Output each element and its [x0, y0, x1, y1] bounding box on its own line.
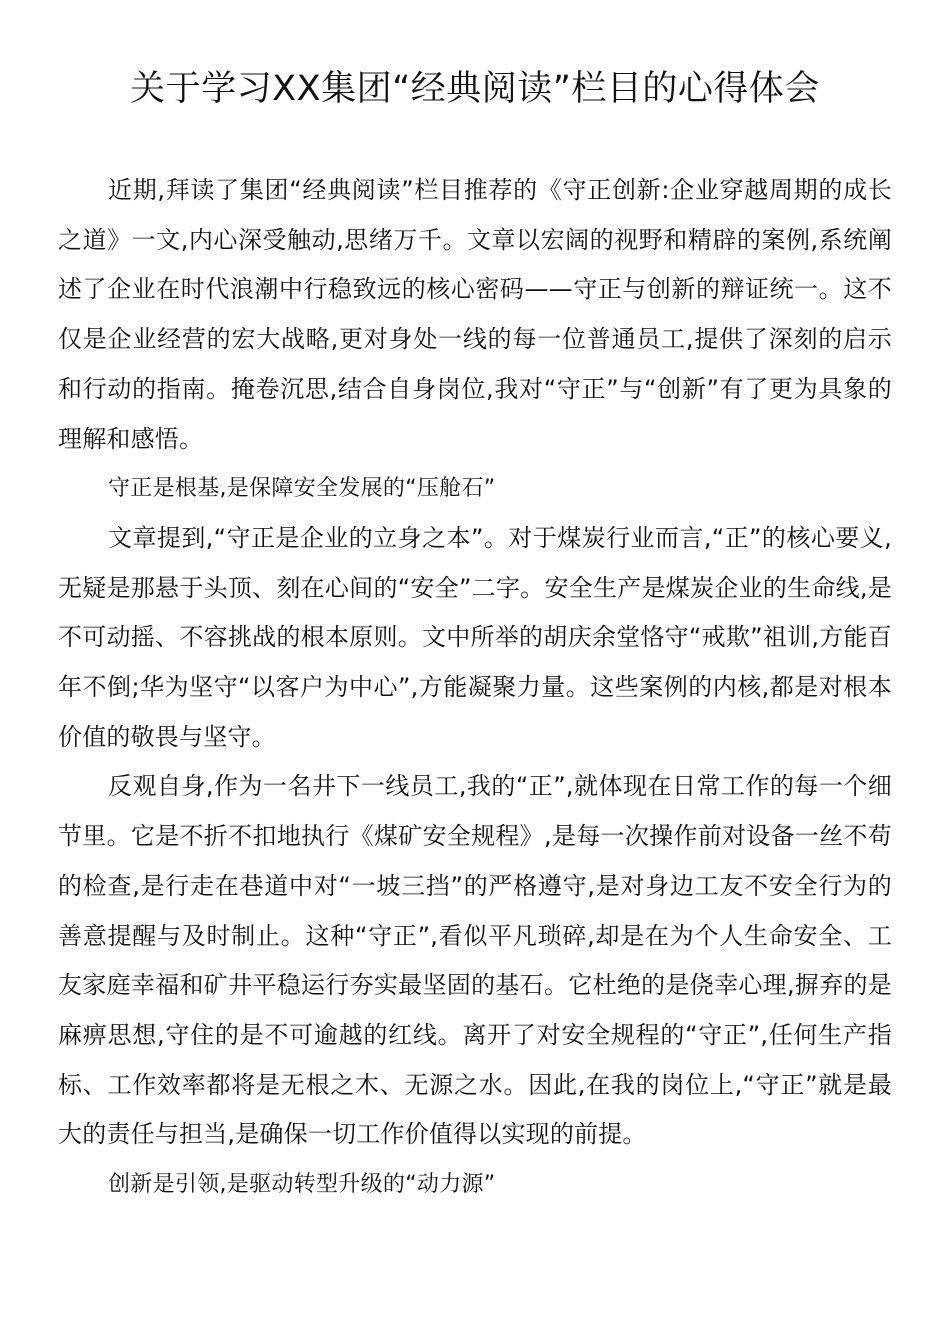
document-title: 关于学习XX集团“经典阅读”栏目的心得体会: [130, 69, 820, 109]
intro-paragraph: 近期,拜读了集团“经典阅读”栏目推荐的《守正创新:企业穿越周期的成长之道》一文,内心深受触动,思绪万千。文章以宏阔的视野和精辟的案例,系统阐述了企业在时代浪潮中行稳致远的核心密码——守正与创新的辩证统一。这不仅是企业经营的宏大战略,更对身处一线的每一位普通员工,提供了深刻的启示和行动的指南。掩卷沉思,结合自身岗位,我对“守正”与“创新”有了更为具象的理解和感悟。: [58, 176, 892, 453]
section-heading-chuangxin: 创新是引领,是驱动转型升级的“动力源”: [108, 1172, 496, 1198]
shouzheng-paragraph-2: 反观自身,作为一名井下一线员工,我的“正”,就体现在日常工作的每一个细节里。它是不折不扣地执行《煤矿安全规程》,是每一次操作前对设备一丝不苟的检查,是行走在巷道中对“一坡三挡”的严格遵守,是对身边工友不安全行为的善意提醒与及时制止。这种“守正”,看似平凡琐碎,却是在为个人生命安全、工友家庭幸福和矿井平稳运行夯实最坚固的基石。它杜绝的是侥幸心理,摒弃的是麻痹思想,守住的是不可逾越的红线。离开了对安全规程的“守正”,任何生产指标、工作效率都将是无根之木、无源之水。因此,在我的岗位上,“守正”就是最大的责任与担当,是确保一切工作价值得以实现的前提。: [58, 772, 892, 1149]
shouzheng-paragraph-1: 文章提到,“守正是企业的立身之本”。对于煤炭行业而言,“正”的核心要义,无疑是那悬于头顶、刻在心间的“安全”二字。安全生产是煤炭企业的生命线,是不可动摇、不容挑战的根本原则。文中所举的胡庆余堂恪守“戒欺”祖训,方能百年不倒;华为坚守“以客户为中心”,方能凝聚力量。这些案例的内核,都是对根本价值的敬畏与坚守。: [58, 523, 892, 751]
document-body: [58, 166, 892, 1210]
section-heading-shouzheng: 守正是根基,是保障安全发展的“压舱石”: [108, 476, 496, 502]
